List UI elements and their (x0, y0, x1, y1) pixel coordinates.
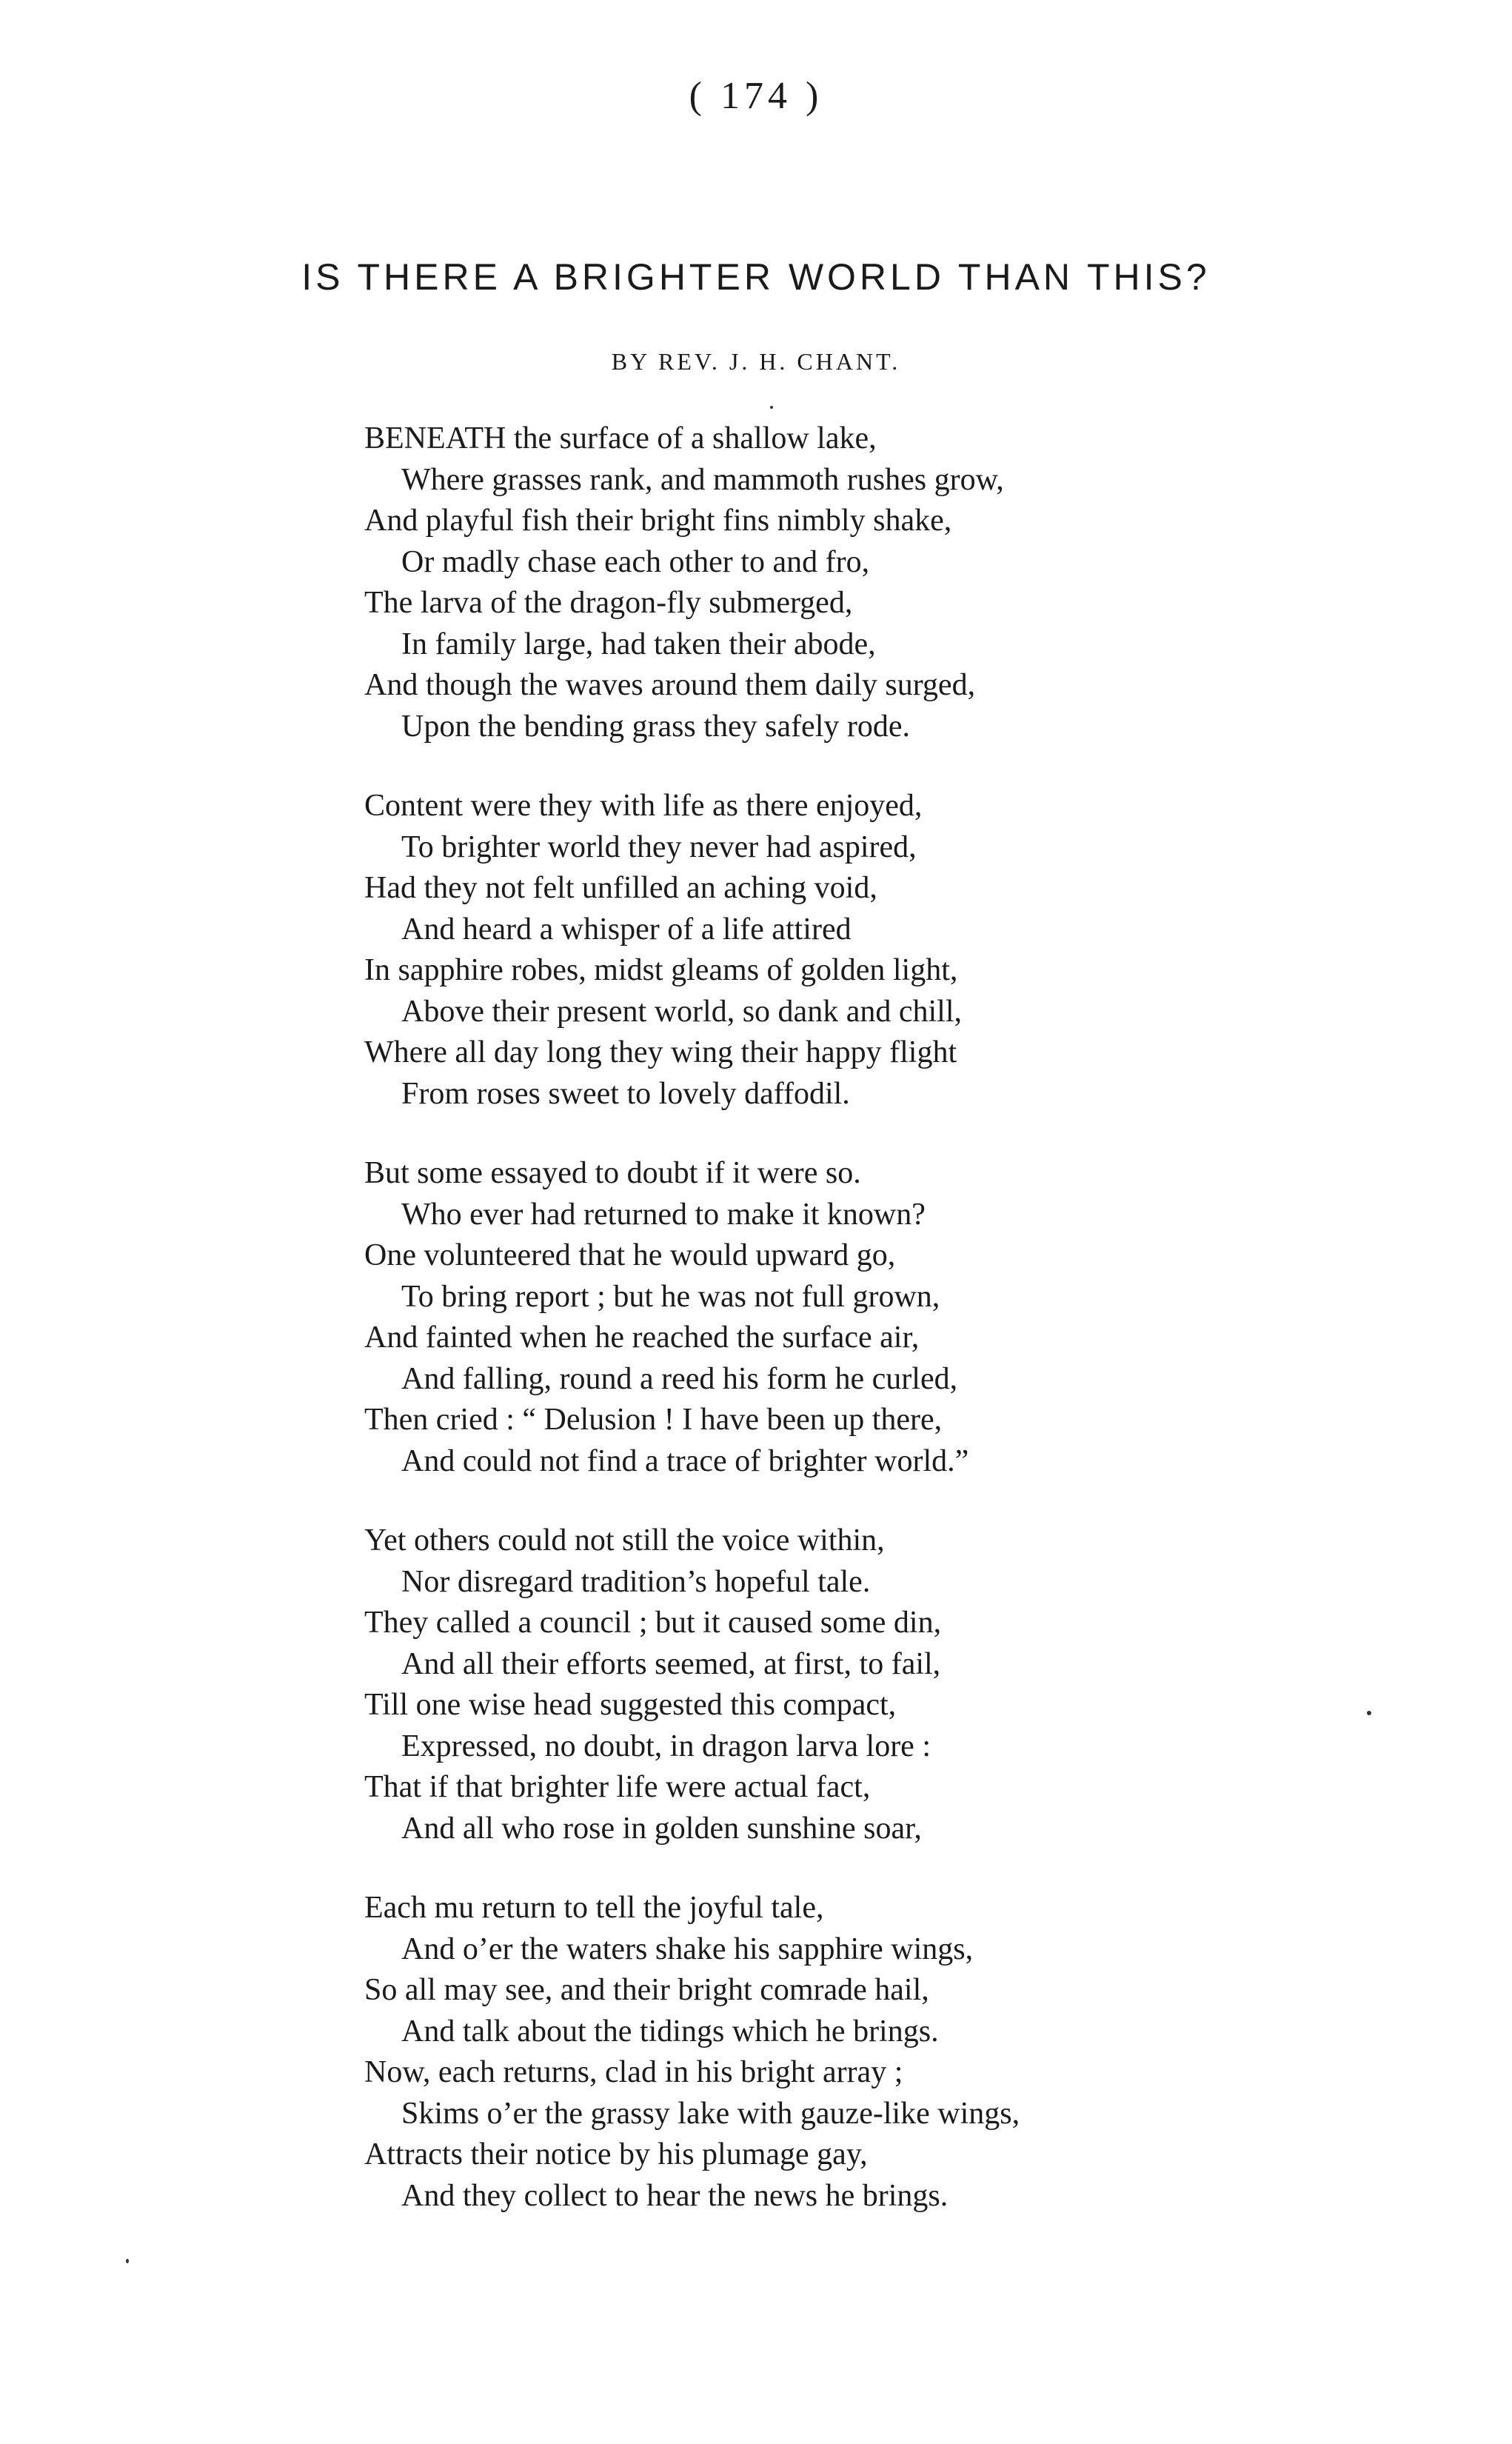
poem-title: IS THERE A BRIGHTER WORLD THAN THIS? (301, 256, 1211, 298)
poem-line: Upon the bending grass they safely rode. (401, 709, 910, 744)
poem-line: So all may see, and their bright comrade hail, (364, 1973, 929, 2007)
poem-line: Content were they with life as there enjoyed, (364, 789, 923, 823)
poem-line: Or madly chase each other to and fro, (401, 544, 870, 579)
poem-line: They called a council ; but it caused some din, (364, 1606, 942, 1640)
stanza-5 (364, 1888, 1401, 2217)
poem-line: But some essayed to doubt if it were so. (364, 1156, 861, 1190)
scan-speck (770, 406, 773, 409)
scan-speck (126, 2259, 129, 2263)
poem-line: Where all day long they wing their happy flight (364, 1035, 957, 1069)
poem-line: The larva of the dragon-fly submerged, (364, 586, 853, 620)
poem-line: Had they not felt unfilled an aching void, (364, 871, 877, 905)
poem-line: Yet others could not still the voice within, (364, 1523, 885, 1557)
poem-line: Now, each returns, clad in his bright array ; (364, 2055, 903, 2089)
poem-line: Till one wise head suggested this compact, (364, 1688, 897, 1722)
poem-line: Then cried : “ Delusion ! I have been up there, (364, 1403, 943, 1437)
poem-line: And talk about the tidings which he brings. (401, 2014, 939, 2049)
poem-line: In family large, had taken their abode, (401, 627, 876, 661)
poem-line: In sapphire robes, midst gleams of golden light, (364, 953, 958, 987)
poem-line: Nor disregard tradition’s hopeful tale. (401, 1564, 871, 1599)
poem-line: And fainted when he reached the surface air, (364, 1321, 920, 1355)
poem-line: One volunteered that he would upward go, (364, 1238, 896, 1272)
scan-speck (1367, 1711, 1371, 1715)
stanza-4 (364, 1520, 1401, 1849)
poem-body (364, 418, 1401, 2255)
stanza-2 (364, 786, 1401, 1115)
poem-line: And o’er the waters shake his sapphire wings, (401, 1932, 974, 1966)
poem-line: Above their present world, so dank and chill, (401, 994, 962, 1029)
poem-byline: BY REV. J. H. CHANT. (611, 348, 901, 375)
poem-line: And playful fish their bright fins nimbly shake, (364, 504, 952, 538)
page-number: ( 174 ) (689, 75, 823, 117)
poem-line: Expressed, no doubt, in dragon larva lore : (401, 1729, 931, 1763)
poem-line: That if that brighter life were actual fact, (364, 1770, 871, 1804)
poem-line: Attracts their notice by his plumage gay, (364, 2137, 868, 2171)
poem-line: From roses sweet to lovely daffodil. (401, 1076, 850, 1111)
poem-line: To brighter world they never had aspired, (401, 829, 917, 864)
stanza-1 (364, 418, 1401, 747)
poem-line: To bring report ; but he was not full grown, (401, 1279, 940, 1314)
poem-line: And all their efforts seemed, at first, to fail, (401, 1646, 941, 1681)
poem-line: And all who rose in golden sunshine soar, (401, 1811, 922, 1846)
poem-line: And falling, round a reed his form he curled, (401, 1361, 958, 1396)
poem-line: And could not find a trace of brighter world.” (401, 1443, 969, 1478)
poem-line: BENEATH the surface of a shallow lake, (364, 421, 877, 455)
poem-line: Skims o’er the grassy lake with gauze-like wings, (401, 2096, 1020, 2131)
poem-line: Who ever had returned to make it known? (401, 1197, 926, 1232)
stanza-3 (364, 1153, 1401, 1482)
poem-line: And heard a whisper of a life attired (401, 912, 852, 946)
poem-line: And they collect to hear the news he brings. (401, 2178, 949, 2213)
poem-line: Where grasses rank, and mammoth rushes grow, (401, 462, 1004, 497)
poem-line: And though the waves around them daily surged, (364, 668, 976, 702)
poem-line: Each mu return to tell the joyful tale, (364, 1891, 824, 1925)
